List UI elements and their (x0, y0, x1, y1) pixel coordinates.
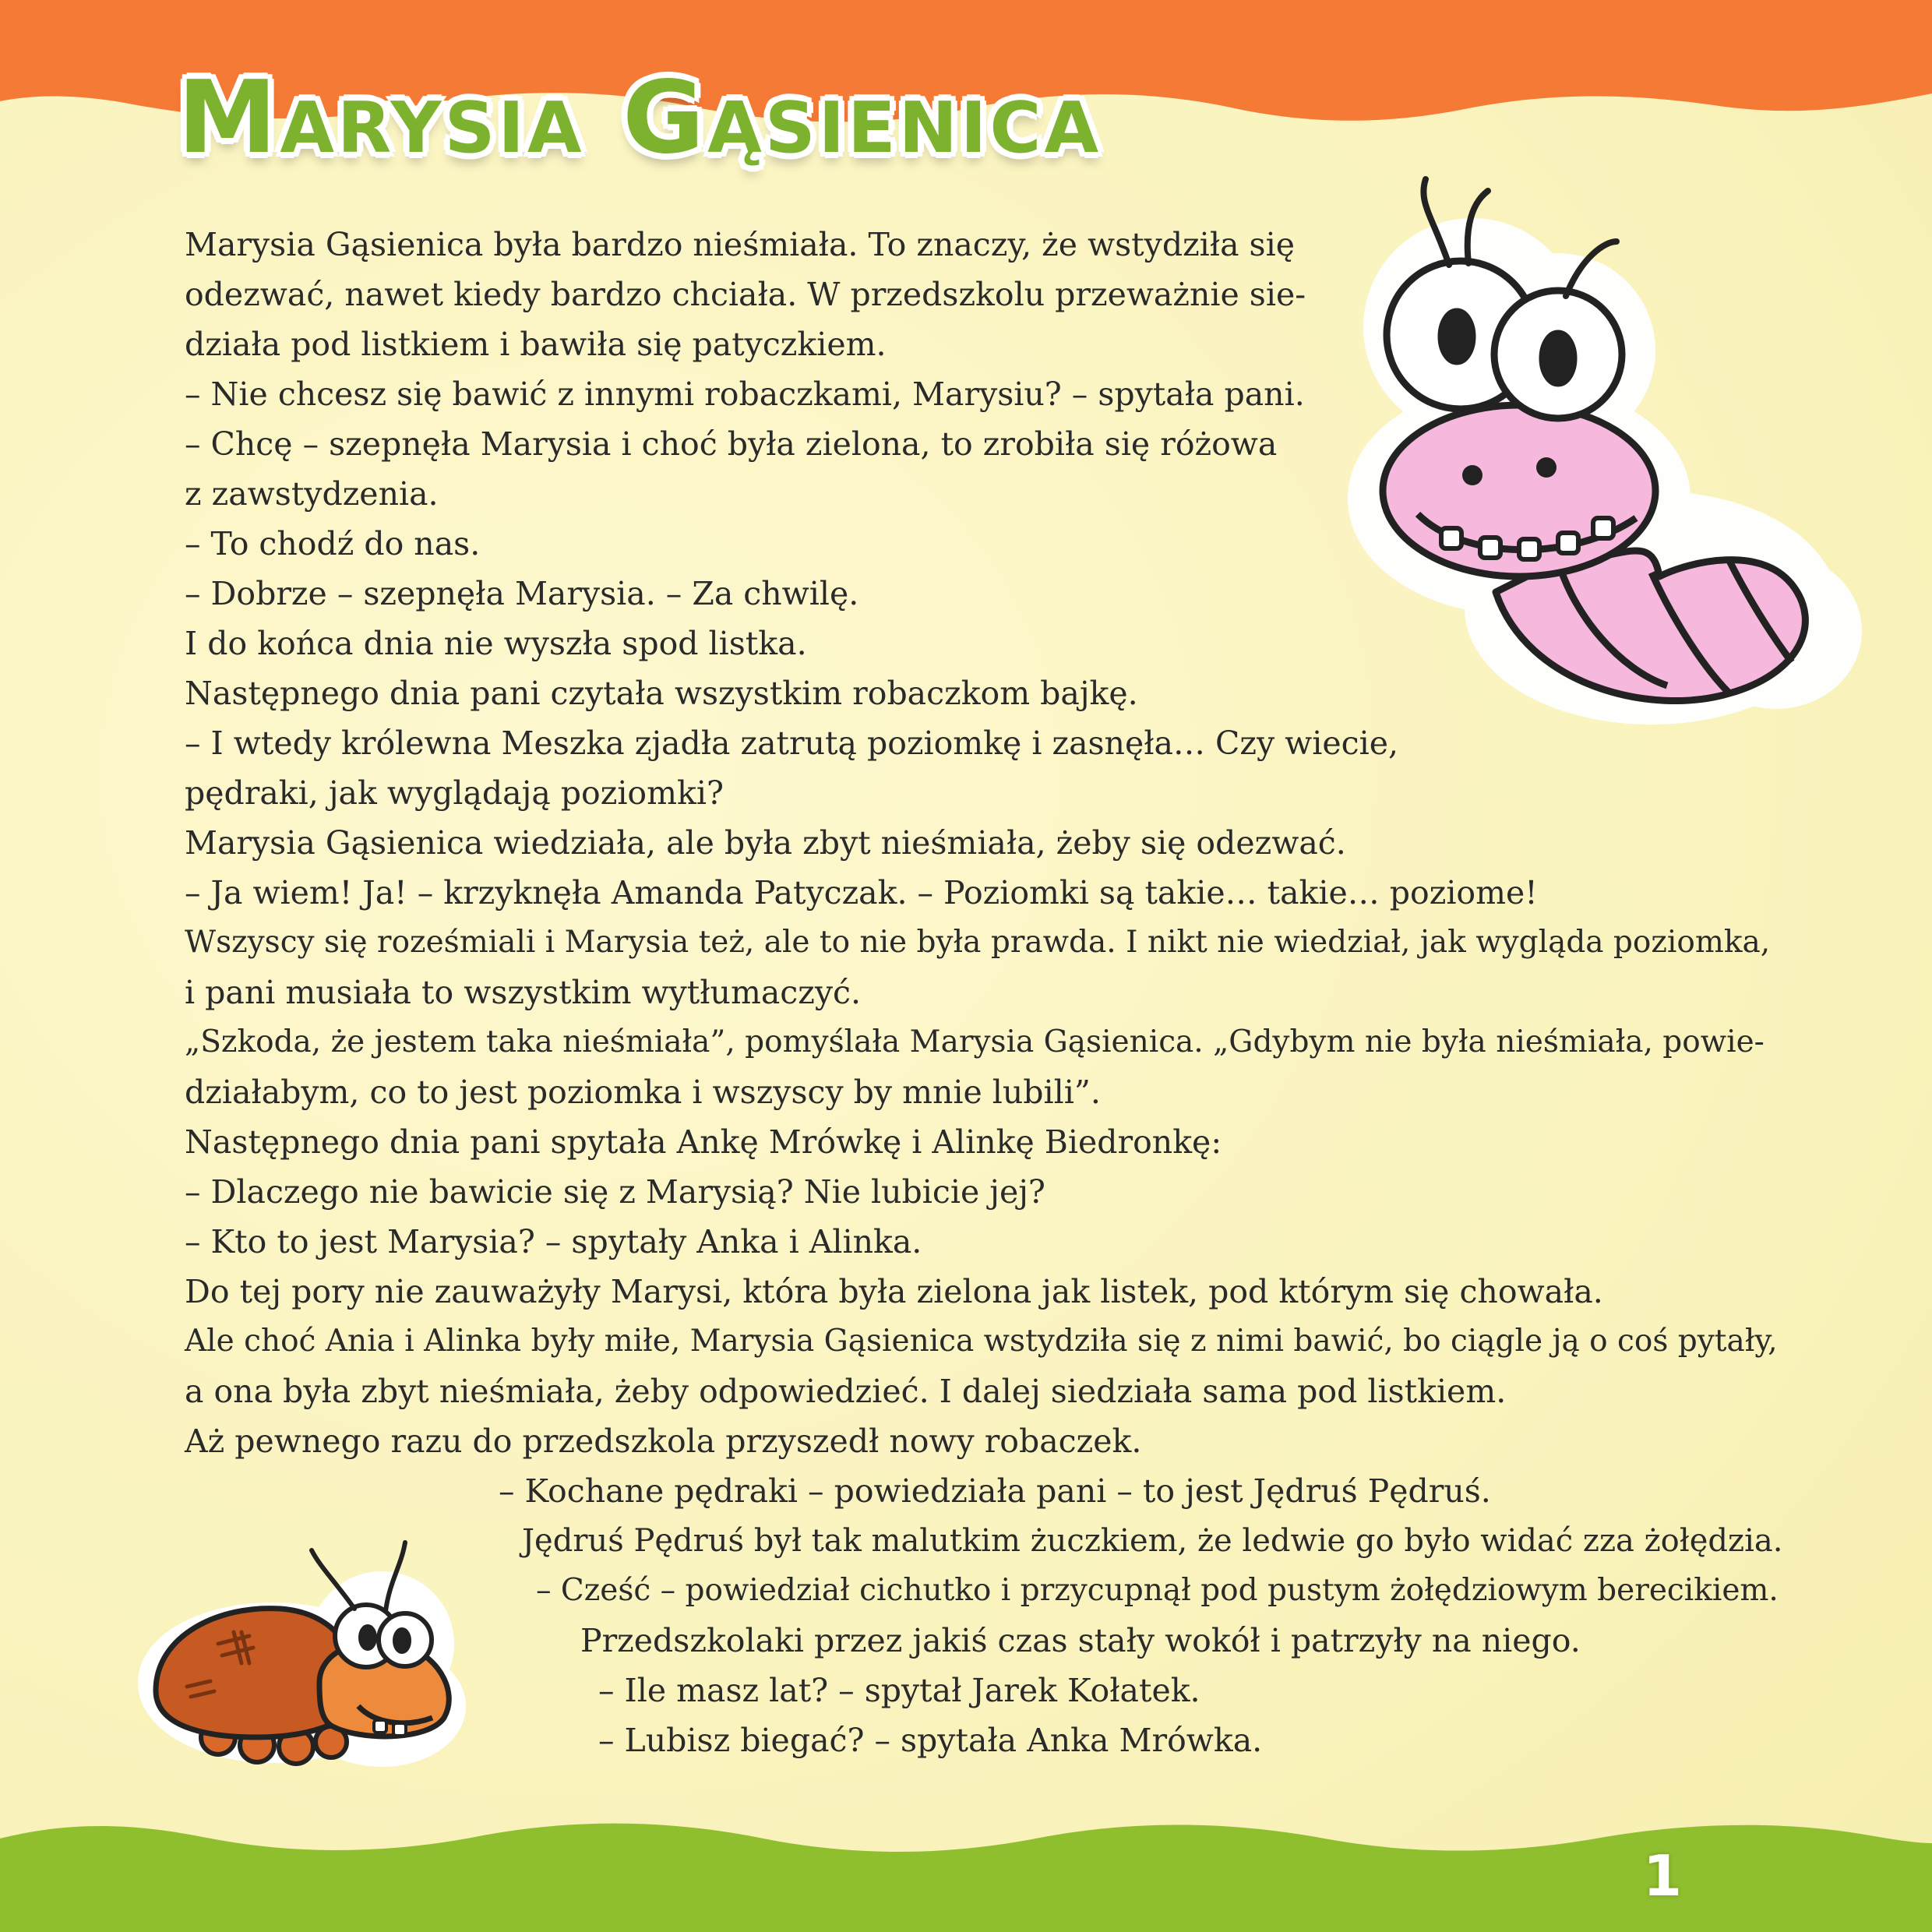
page-number: 1 (1642, 1843, 1683, 1909)
story-line: Do tej pory nie zauważyły Marysi, która była zielona jak listek, pod którym się chowała. (185, 1273, 1603, 1310)
story-line: – To chodź do nas. (185, 525, 481, 562)
story-line: Wszyscy się roześmiali i Marysia też, ale to nie była prawda. I nikt nie wiedział, jak wygląda poziomka, (185, 925, 1771, 960)
story-line: I do końca dnia nie wyszła spod listka. (185, 625, 807, 662)
story-line: – Ja wiem! Ja! – krzyknęła Amanda Patyczak. – Poziomki są takie… takie… poziome! (185, 874, 1538, 911)
story-line: Przedszkolaki przez jakiś czas stały wokół i patrzyły na niego. (580, 1622, 1581, 1659)
story-line: – Nie chcesz się bawić z innymi robaczkami, Marysiu? – spytała pani. (185, 375, 1305, 413)
story-line: – Chcę – szepnęła Marysia i choć była zielona, to zrobiła się różowa (185, 425, 1278, 463)
story-line: – Kto to jest Marysia? – spytały Anka i Alinka. (185, 1223, 922, 1260)
story-line: – Lubisz biegać? – spytała Anka Mrówka. (598, 1722, 1263, 1759)
story-line: – Cześć – powiedział cichutko i przycupnął pod pustym żołędziowym berecikiem. (536, 1573, 1779, 1608)
story-line: pędraki, jak wyglądają poziomki? (185, 774, 724, 812)
story-line: – Ile masz lat? – spytał Jarek Kołatek. (598, 1672, 1200, 1709)
story-line: działa pod listkiem i bawiła się patyczkiem. (185, 326, 887, 363)
page-title: Marysia Gąsienica (178, 60, 1102, 176)
story-line: Aż pewnego razu do przedszkola przyszedł nowy robaczek. (185, 1423, 1142, 1460)
story-line: a ona była zbyt nieśmiała, żeby odpowiedzieć. I dalej siedziała sama pod listkiem. (185, 1373, 1507, 1410)
story-line: Marysia Gąsienica wiedziała, ale była zbyt nieśmiała, żeby się odezwać. (185, 824, 1346, 862)
story-line: – I wtedy królewna Meszka zjadła zatrutą poziomkę i zasnęła… Czy wiecie, (185, 724, 1398, 762)
story-line: i pani musiała to wszystkim wytłumaczyć. (185, 974, 861, 1011)
story-line: działabym, co to jest poziomka i wszyscy by mnie lubili”. (185, 1074, 1101, 1111)
story-line: Ale choć Ania i Alinka były miłe, Marysia Gąsienica wstydziła się z nimi bawić, bo ciągle ją o coś pytały, (185, 1324, 1778, 1359)
story-line: odezwać, nawet kiedy bardzo chciała. W przedszkolu przeważnie sie- (185, 276, 1306, 313)
story-line: Marysia Gąsienica była bardzo nieśmiała. To znaczy, że wstydziła się (185, 226, 1295, 263)
story-line: – Dobrze – szepnęła Marysia. – Za chwilę. (185, 575, 859, 612)
story-line: – Dlaczego nie bawicie się z Marysią? Nie lubicie jej? (185, 1173, 1045, 1211)
story-line: Jędruś Pędruś był tak malutkim żuczkiem, że ledwie go było widać zza żołędzia. (522, 1523, 1783, 1559)
story-line: – Kochane pędraki – powiedziała pani – to jest Jędruś Pędruś. (499, 1472, 1491, 1510)
story-line: Następnego dnia pani czytała wszystkim robaczkom bajkę. (185, 675, 1138, 712)
story-line: z zawstydzenia. (185, 475, 439, 513)
story-line: Następnego dnia pani spytała Ankę Mrówkę i Alinkę Biedronkę: (185, 1123, 1222, 1161)
story-line: „Szkoda, że jestem taka nieśmiała”, pomyślała Marysia Gąsienica. „Gdybym nie była nieśmiała, powie- (185, 1024, 1765, 1059)
